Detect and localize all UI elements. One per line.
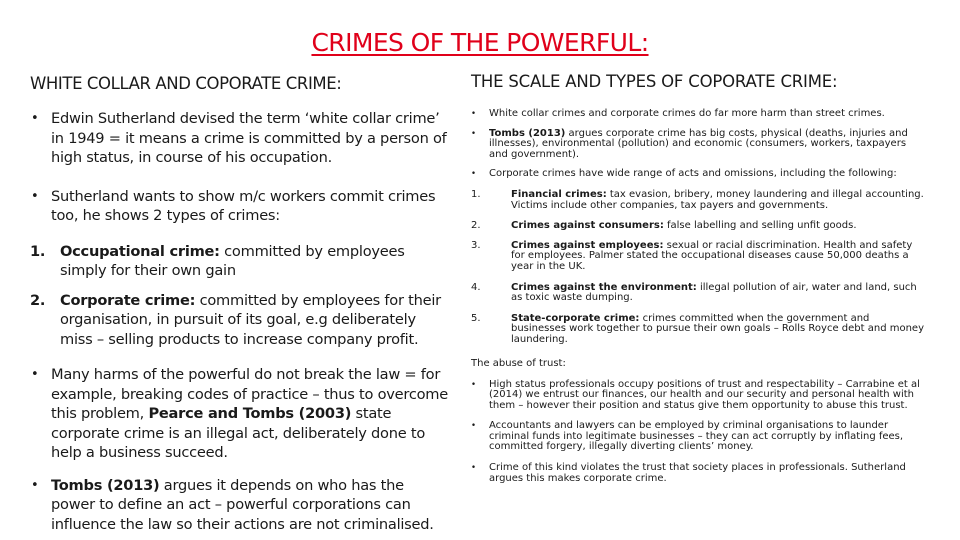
left-column xyxy=(30,74,448,534)
item-text: argues corporate crime has big costs, physical (deaths, injuries and illnesses), environmental (pollution) and economic (consumers, workers, taxpayers and government). xyxy=(489,127,908,160)
bullet-marker: • xyxy=(31,188,39,204)
item-text: argues it depends on who has the power to define an act – powerful corporations can influence the law so their actions are not criminalised. xyxy=(51,476,434,533)
item-text-continued: state corporate crime is an illegal act, deliberately done to help a business succeed. xyxy=(51,405,426,461)
item-text: tax evasion, bribery, money laundering and illegal accounting. Victims include other companies, tax payers and governments. xyxy=(511,188,924,211)
right-bullet-harm xyxy=(471,109,927,120)
item-text: sexual or racial discrimination. Health and safety for employees. Palmer stated the occupational diseases cause 50,000 deaths a year in the UK. xyxy=(511,239,913,272)
bullet-marker: • xyxy=(471,169,477,180)
item-bold: Crimes against the environment: xyxy=(511,281,697,293)
number-marker: 2. xyxy=(30,291,46,309)
item-text: committed by employees for their organisation, in pursuit of its goal, e.g deliberately miss – selling products to increase company profit. xyxy=(60,291,441,348)
number-marker: 4. xyxy=(471,281,481,293)
right-bullet-range xyxy=(471,169,927,180)
slide-title: CRIMES OF THE POWERFUL: xyxy=(311,28,649,57)
left-item-sutherland-types xyxy=(30,187,448,226)
item-text: White collar crimes and corporate crimes do far more harm than street crimes. xyxy=(489,108,885,119)
number-marker: 1. xyxy=(30,242,46,260)
number-marker: 5. xyxy=(471,312,481,324)
bullet-marker: • xyxy=(471,421,477,432)
item-text: committed by employees simply for their own gain xyxy=(60,242,405,279)
left-item-tombs-2013 xyxy=(30,476,448,535)
abuse-of-trust-heading: The abuse of trust: xyxy=(471,357,566,369)
number-marker: 1. xyxy=(471,188,481,200)
item-text: crimes committed when the government and businesses work together to pursue their own goals – Rolls Royce debt and money laundering. xyxy=(511,312,925,345)
item-bold: Pearce and Tombs (2003) xyxy=(148,405,352,422)
abuse-item-professionals xyxy=(471,380,927,412)
left-item-sutherland-term xyxy=(30,109,448,168)
left-heading: WHITE COLLAR AND COPORATE CRIME: xyxy=(30,74,342,93)
abuse-item-violates-trust xyxy=(471,463,927,484)
right-heading: THE SCALE AND TYPES OF COPORATE CRIME: xyxy=(471,72,838,91)
right-bullet-tombs-costs xyxy=(471,129,927,161)
item-text: false labelling and selling unfit goods. xyxy=(663,220,857,232)
crime-type-environment xyxy=(471,283,927,304)
item-text: Crime of this kind violates the trust that society places in professionals. Sutherland argues this makes corporate crime. xyxy=(489,462,906,484)
crime-type-state-corporate xyxy=(471,314,927,346)
left-item-pearce-tombs xyxy=(30,365,448,463)
bullet-marker: • xyxy=(31,111,39,126)
item-text: High status professionals occupy positions of trust and respectability – Carrabine et al (2014) we entrust our finances, our health and our security and personal health with them – however their position and status give them opportunity to abuse this trust. xyxy=(489,378,920,411)
bullet-marker: • xyxy=(31,367,39,382)
left-item-occupational-crime xyxy=(30,242,448,281)
item-bold: Corporate crime: xyxy=(60,291,196,309)
number-marker: 2. xyxy=(471,220,481,232)
item-bold: Financial crimes: xyxy=(511,188,607,200)
item-bold: Crimes against employees: xyxy=(511,239,664,251)
item-text: illegal pollution of air, water and land, such as toxic waste dumping. xyxy=(511,281,917,304)
bullet-marker: • xyxy=(471,463,477,474)
right-column xyxy=(471,72,927,484)
crime-type-consumers xyxy=(471,221,927,232)
bullet-marker: • xyxy=(471,109,477,119)
item-text: Edwin Sutherland devised the term ‘white collar crime’ in 1949 = it means a crime is committed by a person of high status, in course of his occupation. xyxy=(51,110,447,166)
item-bold: Occupational crime: xyxy=(60,242,220,260)
crime-type-employees xyxy=(471,241,927,273)
bullet-marker: • xyxy=(471,128,477,139)
item-text: Sutherland wants to show m/c workers commit crimes too, he shows 2 types of crimes: xyxy=(51,187,436,224)
item-text: Corporate crimes have wide range of acts and omissions, including the following: xyxy=(489,168,897,180)
item-bold: State-corporate crime: xyxy=(511,312,640,324)
number-marker: 3. xyxy=(471,239,481,251)
left-item-corporate-crime xyxy=(30,291,448,350)
bullet-marker: • xyxy=(471,379,477,390)
crime-type-financial xyxy=(471,190,927,211)
item-bold: Crimes against consumers: xyxy=(511,220,664,232)
abuse-item-accountants xyxy=(471,421,927,453)
bullet-marker: • xyxy=(31,477,39,493)
item-text: Accountants and lawyers can be employed by criminal organisations to launder criminal funds into legitimate businesses – they can act corruptly by inflating fees, committed forgery, illegally diverting clients’ money. xyxy=(489,420,904,453)
item-bold: Tombs (2013) xyxy=(51,476,160,494)
item-bold: Tombs (2013) xyxy=(489,127,566,139)
item-text: Many harms of the powerful do not break the law = for example, breaking codes of practice – thus to overcome this problem, xyxy=(51,366,448,422)
